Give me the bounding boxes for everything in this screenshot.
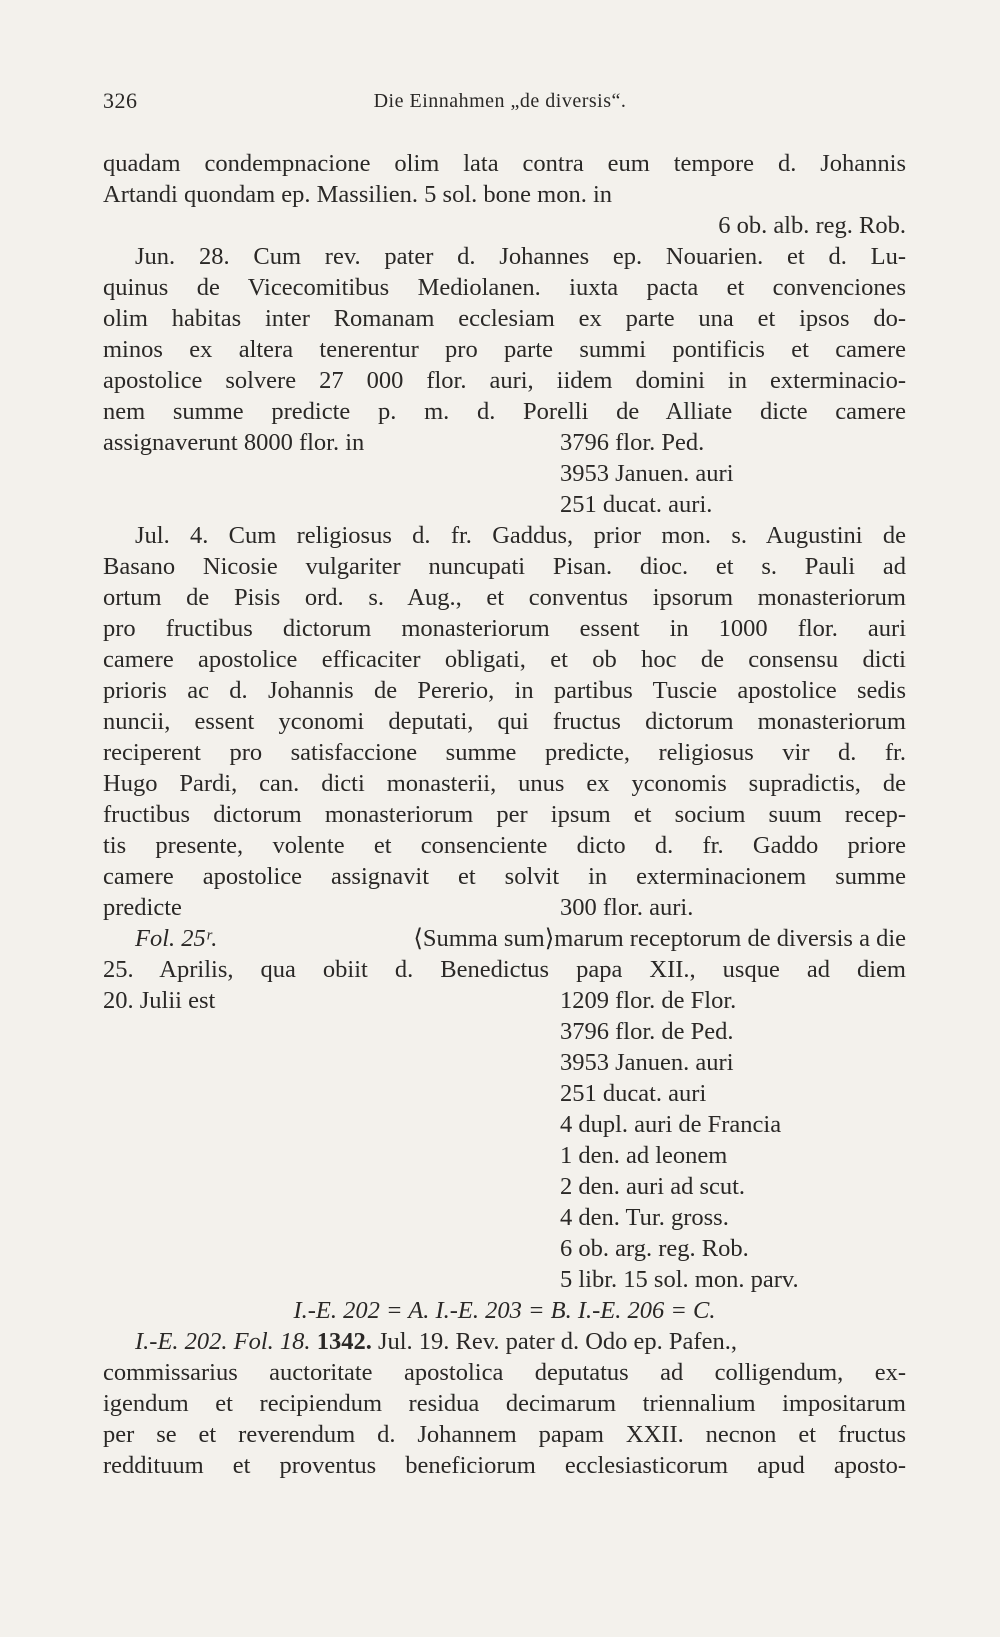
- entry-jul-4: Jul. 4. Cum religiosus d. fr. Gaddus, prior mon. s. Augustini de: [135, 522, 906, 549]
- text-segment: predicte: [103, 894, 182, 921]
- text-line: quadam condempnacione olim lata contra eum tempore d. Johannis: [103, 150, 906, 177]
- text-line: 25. Aprilis, qua obiit d. Benedictus papa XII., usque ad diem: [103, 956, 906, 983]
- text-line: camere apostolice efficaciter obligati, et ob hoc de consensu dicti: [103, 646, 906, 673]
- amount-row: [103, 892, 906, 923]
- folio-reference: Fol. 25ʳ.: [135, 925, 218, 952]
- amount-value: 1 den. ad leonem: [560, 1142, 728, 1169]
- text-segment: 20. Julii est: [103, 987, 216, 1014]
- amount-value: 3796 flor. Ped.: [560, 429, 705, 456]
- text-line: pro fructibus dictorum monasteriorum essent in 1000 flor. auri: [103, 615, 906, 642]
- running-title: Die Einnahmen „de diversis“.: [373, 90, 627, 112]
- page-number: 326: [103, 88, 138, 113]
- text-line: Hugo Pardi, can. dicti monasterii, unus ex yconomis supradictis, de: [103, 770, 906, 797]
- amount-value: 3953 Januen. auri: [560, 460, 734, 487]
- text-line: Basano Nicosie vulgariter nuncupati Pisan. dioc. et s. Pauli ad: [103, 553, 906, 580]
- amount-row: [103, 427, 906, 458]
- text-line: nuncii, essent yconomi deputati, qui fructus dictorum monasteriorum: [103, 708, 906, 735]
- entry-1342-jul-19: [103, 1326, 906, 1357]
- amount-value: 1209 flor. de Flor.: [560, 987, 737, 1014]
- text-line: 6 ob. alb. reg. Rob.: [718, 212, 906, 239]
- text-line: minos ex altera tenerentur pro parte summi pontificis et camere: [103, 336, 906, 363]
- text-line: reciperent pro satisfaccione summe predicte, religiosus vir d. fr.: [103, 739, 906, 766]
- text-line: apostolice solvere 27 000 flor. auri, iidem domini in exterminacio-: [103, 367, 906, 394]
- text-line: nem summe predicte p. m. d. Porelli de Alliate dicte camere: [103, 398, 906, 425]
- text-line: fructibus dictorum monasteriorum per ipsum et socium suum recep-: [103, 801, 906, 828]
- amount-row: [103, 985, 906, 1016]
- text-line: quinus de Vicecomitibus Mediolanen. iuxta pacta et convenciones: [103, 274, 906, 301]
- body-text: [103, 148, 906, 1481]
- folio-reference: I.-E. 202. Fol. 18.: [135, 1328, 311, 1355]
- amount-value: 2 den. auri ad scut.: [560, 1173, 746, 1200]
- amount-value: 3796 flor. de Ped.: [560, 1018, 734, 1045]
- text-line: reddituum et proventus beneficiorum ecclesiasticorum apud aposto-: [103, 1452, 906, 1479]
- page-header: [103, 88, 897, 118]
- text-segment: assignaverunt 8000 flor. in: [103, 429, 365, 456]
- text-line: commissarius auctoritate apostolica deputatus ad colligendum, ex-: [103, 1359, 906, 1386]
- text-line: camere apostolice assignavit et solvit in exterminacionem summe: [103, 863, 906, 890]
- source-legend: [103, 1295, 906, 1326]
- amount-value: 300 flor. auri.: [560, 894, 694, 921]
- summary-heading: [103, 923, 906, 954]
- amount-value: 251 ducat. auri: [560, 1080, 707, 1107]
- text-line: ortum de Pisis ord. s. Aug., et conventus ipsorum monasteriorum: [103, 584, 906, 611]
- text-line: igendum et recipiendum residua decimarum triennalium impositarum: [103, 1390, 906, 1417]
- text-segment: Jul. 19. Rev. pater d. Odo ep. Pafen.,: [377, 1328, 737, 1355]
- text-line: olim habitas inter Romanam ecclesiam ex parte una et ipsos do-: [103, 305, 906, 332]
- amount-value: 4 dupl. auri de Francia: [560, 1111, 782, 1138]
- source-legend-text: I.-E. 202 = A. I.-E. 203 = B. I.-E. 206 = C.: [293, 1297, 716, 1324]
- text-line: prioris ac d. Johannis de Pererio, in partibus Tuscie apostolice sedis: [103, 677, 906, 704]
- text-line: Artandi quondam ep. Massilien. 5 sol. bone mon. in: [103, 181, 612, 208]
- text-line: per se et reverendum d. Johannem papam XXII. necnon et fructus: [103, 1421, 906, 1448]
- amount-value: 4 den. Tur. gross.: [560, 1204, 729, 1231]
- text-line: tis presente, volente et consenciente dicto d. fr. Gaddo priore: [103, 832, 906, 859]
- entry-jun-28: Jun. 28. Cum rev. pater d. Johannes ep. Nouarien. et d. Lu-: [135, 243, 906, 270]
- amount-value: 3953 Januen. auri: [560, 1049, 734, 1076]
- amount-value: 5 libr. 15 sol. mon. parv.: [560, 1266, 799, 1293]
- amount-value: 251 ducat. auri.: [560, 491, 713, 518]
- amount-value: 6 ob. arg. reg. Rob.: [560, 1235, 749, 1262]
- year: 1342.: [316, 1328, 372, 1355]
- text-segment: ⟨Summa sum⟩marum receptorum de diversis a die: [413, 925, 906, 952]
